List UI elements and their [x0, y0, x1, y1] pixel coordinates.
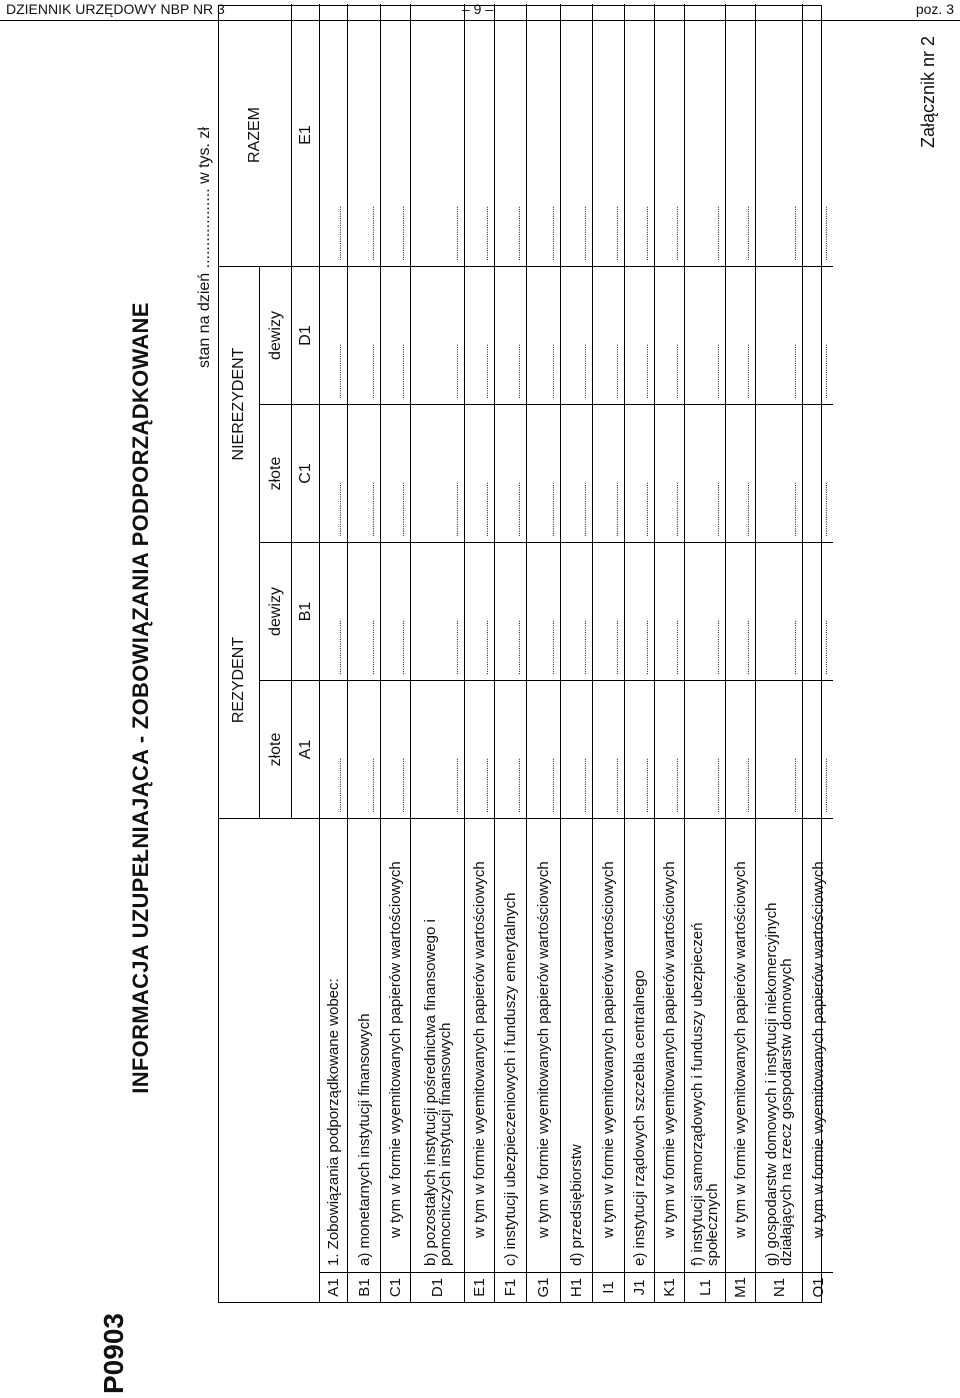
column-divider [756, 680, 802, 681]
column-divider [320, 542, 347, 543]
column-divider [381, 266, 410, 267]
value-field[interactable]: ........................ [640, 344, 651, 399]
row-code: G1 [527, 1272, 560, 1302]
column-divider [685, 818, 725, 819]
column-divider [655, 266, 684, 267]
column-divider [726, 818, 755, 819]
row-code: K1 [655, 1272, 684, 1302]
value-field[interactable]: ........................ [450, 620, 461, 675]
value-field[interactable]: ........................ [366, 482, 377, 537]
row-code: B1 [348, 1272, 380, 1302]
column-divider [411, 266, 464, 267]
value-field[interactable]: ........................ [640, 620, 651, 675]
column-divider [495, 680, 526, 681]
value-field[interactable]: ........................ [450, 482, 461, 537]
value-field[interactable]: ........................ [819, 344, 830, 399]
value-field[interactable]: ........................ [512, 344, 523, 399]
value-field[interactable]: ........................ [610, 620, 621, 675]
value-field[interactable]: ........................ [480, 482, 491, 537]
row-label: w tym w formie wyemitowanych papierów wartościowych [600, 861, 617, 1238]
column-divider [655, 680, 684, 681]
value-field[interactable]: ........................ [711, 758, 722, 813]
header-rezydent: REZYDENT [230, 636, 247, 724]
value-field[interactable]: ........................ [711, 482, 722, 537]
row-label: w tym w formie wyemitowanych papierów wartościowych [661, 861, 678, 1238]
row-label: w tym w formie wyemitowanych papierów wartościowych [732, 861, 749, 1238]
value-field[interactable]: ........................ [578, 344, 589, 399]
row-label: a) monetarnych instytucji finansowych [355, 1013, 373, 1266]
column-divider [348, 266, 380, 267]
column-divider [411, 818, 464, 819]
row-label: w tym w formie wyemitowanych papierów wartościowych [387, 861, 404, 1238]
column-divider [527, 680, 560, 681]
row-code: O1 [803, 1272, 833, 1302]
header-zlote-rezydent: złote [259, 681, 291, 819]
column-divider [726, 542, 755, 543]
form-code: P0903 [98, 1313, 129, 1394]
col-code-c1: C1 [291, 405, 319, 543]
value-field[interactable]: ........................ [711, 620, 722, 675]
value-field[interactable]: ........................ [366, 344, 377, 399]
value-field[interactable]: ........................ [741, 758, 752, 813]
column-divider [593, 680, 624, 681]
value-field[interactable]: ........................ [610, 344, 621, 399]
row-code: I1 [593, 1272, 624, 1302]
table-row [624, 4, 654, 1302]
value-field[interactable]: ........................ [366, 620, 377, 675]
column-divider [625, 266, 654, 267]
table-row [592, 4, 624, 1302]
page-number: – 9 – [462, 1, 494, 17]
column-divider [756, 404, 802, 405]
column-divider [726, 266, 755, 267]
column-divider [625, 542, 654, 543]
value-field[interactable]: ........................ [640, 758, 651, 813]
row-label: b) pozostałych instytucji pośrednictwa finansowego i pomocniczych instytucji finansowych [421, 919, 454, 1266]
column-divider [625, 680, 654, 681]
col-code-d1: D1 [291, 267, 319, 405]
value-field[interactable]: ........................ [788, 344, 799, 399]
column-divider [381, 404, 410, 405]
value-field[interactable]: ........................ [480, 758, 491, 813]
row-label: 1. Zobowiązania podporządkowane wobec: [325, 978, 342, 1266]
value-field[interactable]: ........................ [366, 758, 377, 813]
column-divider [561, 266, 592, 267]
column-divider [320, 818, 347, 819]
value-field[interactable]: ........................ [480, 620, 491, 675]
column-divider [495, 266, 526, 267]
column-divider [320, 404, 347, 405]
column-divider [685, 680, 725, 681]
header-dewizy-rezydent: dewizy [259, 543, 291, 681]
value-field[interactable]: ........................ [640, 482, 651, 537]
column-divider [527, 266, 560, 267]
row-code: E1 [465, 1272, 494, 1302]
value-field[interactable]: ........................ [819, 620, 830, 675]
column-divider [685, 542, 725, 543]
column-divider [561, 680, 592, 681]
value-field[interactable]: ........................ [450, 206, 461, 261]
value-field[interactable]: ........................ [819, 482, 830, 537]
value-field[interactable]: ........................ [610, 206, 621, 261]
column-divider [655, 404, 684, 405]
row-label: e) instytucji rządowych szczebla centralnego [631, 970, 648, 1266]
value-field[interactable]: ........................ [512, 206, 523, 261]
value-field[interactable]: ........................ [480, 344, 491, 399]
column-divider [803, 818, 833, 819]
column-divider [411, 404, 464, 405]
header-razem: RAZEM [219, 4, 291, 267]
column-divider [685, 404, 725, 405]
table-row [464, 4, 494, 1302]
journal-name: DZIENNIK URZĘDOWY NBP NR 3 [6, 1, 225, 17]
header-nierezydent: NIEREZYDENT [230, 347, 247, 461]
value-field[interactable]: ........................ [670, 620, 681, 675]
table-row [654, 4, 684, 1302]
value-field[interactable]: ........................ [788, 620, 799, 675]
row-code: L1 [685, 1272, 725, 1302]
col-code-e1: E1 [291, 4, 319, 267]
row-code: N1 [756, 1272, 802, 1302]
row-code: C1 [381, 1272, 410, 1302]
row-label: d) przedsiębiorstw [568, 1144, 585, 1266]
value-field[interactable]: ........................ [396, 482, 407, 537]
col-code-a1: A1 [291, 681, 319, 819]
row-label: c) instytucji ubezpieczeniowych i funduszy emerytalnych [502, 892, 519, 1266]
table-row [560, 4, 592, 1302]
value-field[interactable]: ........................ [640, 206, 651, 261]
column-divider [465, 818, 494, 819]
table-row [526, 4, 560, 1302]
column-divider [465, 542, 494, 543]
column-divider [495, 818, 526, 819]
value-field[interactable]: ........................ [788, 206, 799, 261]
value-field[interactable]: ........................ [512, 620, 523, 675]
value-field[interactable]: ........................ [396, 620, 407, 675]
table-row [802, 4, 833, 1302]
value-field[interactable]: ........................ [610, 482, 621, 537]
value-field[interactable]: ........................ [741, 206, 752, 261]
value-field[interactable]: ........................ [578, 758, 589, 813]
column-divider [625, 404, 654, 405]
header-rezydent-group [219, 267, 259, 819]
table-row [410, 4, 464, 1302]
column-divider [561, 542, 592, 543]
column-divider [320, 680, 347, 681]
table-row [684, 4, 725, 1302]
column-divider [685, 266, 725, 267]
table-row [380, 4, 410, 1302]
value-field[interactable]: ........................ [578, 482, 589, 537]
row-code: H1 [561, 1272, 592, 1302]
column-divider [756, 266, 802, 267]
column-divider [561, 818, 592, 819]
column-divider [381, 680, 410, 681]
column-divider [593, 404, 624, 405]
column-divider [381, 818, 410, 819]
column-divider [495, 542, 526, 543]
value-field[interactable]: ........................ [396, 344, 407, 399]
value-field[interactable]: ........................ [366, 206, 377, 261]
col-code-b1: B1 [291, 543, 319, 681]
value-field[interactable]: ........................ [450, 344, 461, 399]
value-field[interactable]: ........................ [546, 620, 557, 675]
column-divider [411, 680, 464, 681]
table-row [347, 4, 380, 1302]
column-divider [593, 818, 624, 819]
table-row [319, 4, 347, 1302]
value-field[interactable]: ........................ [333, 206, 344, 261]
value-field[interactable]: ........................ [819, 206, 830, 261]
value-field[interactable]: ........................ [333, 344, 344, 399]
column-divider [527, 818, 560, 819]
column-divider [381, 542, 410, 543]
column-divider [803, 404, 833, 405]
column-divider [593, 266, 624, 267]
value-field[interactable]: ........................ [741, 482, 752, 537]
value-field[interactable]: ........................ [333, 482, 344, 537]
column-divider [561, 404, 592, 405]
column-divider [803, 266, 833, 267]
column-divider [527, 542, 560, 543]
value-field[interactable]: ........................ [333, 620, 344, 675]
row-code: A1 [320, 1272, 347, 1302]
value-field[interactable]: ........................ [670, 206, 681, 261]
column-divider [348, 542, 380, 543]
value-field[interactable]: ........................ [670, 344, 681, 399]
value-field[interactable]: ........................ [711, 344, 722, 399]
column-divider [348, 680, 380, 681]
table-row [494, 4, 526, 1302]
value-field[interactable]: ........................ [578, 620, 589, 675]
value-field[interactable]: ........................ [610, 758, 621, 813]
value-field[interactable]: ........................ [450, 758, 461, 813]
column-divider [726, 404, 755, 405]
as-of-date-line: stan na dzień .................. w tys. zł [196, 127, 213, 368]
value-field[interactable]: ........................ [480, 206, 491, 261]
value-field[interactable]: ........................ [546, 206, 557, 261]
value-field[interactable]: ........................ [711, 206, 722, 261]
header-dewizy-nierezydent: dewizy [259, 267, 291, 405]
value-field[interactable]: ........................ [578, 206, 589, 261]
value-field[interactable]: ........................ [819, 758, 830, 813]
value-field[interactable]: ........................ [512, 482, 523, 537]
row-label: g) gospodarstw domowych i instytucji niekomercyjnych działających na rzecz gospodarstw domowych [763, 902, 795, 1266]
value-field[interactable]: ........................ [396, 758, 407, 813]
column-divider [726, 680, 755, 681]
value-field[interactable]: ........................ [512, 758, 523, 813]
value-field[interactable]: ........................ [741, 344, 752, 399]
row-label: w tym w formie wyemitowanych papierów wartościowych [471, 861, 488, 1238]
form-title: INFORMACJA UZUPEŁNIAJĄCA - ZOBOWIĄZANIA PODPORZĄDKOWANE [128, 302, 153, 1094]
row-label: w tym w formie wyemitowanych papierów wartościowych [535, 861, 552, 1238]
column-divider [465, 266, 494, 267]
column-divider [625, 818, 654, 819]
header-zlote-nierezydent: złote [259, 405, 291, 543]
column-divider [495, 404, 526, 405]
row-code: D1 [411, 1272, 464, 1302]
column-divider [465, 680, 494, 681]
value-field[interactable]: ........................ [333, 758, 344, 813]
row-label: f) instytucji samorządowych i funduszy ubezpieczeń społecznych [689, 922, 721, 1266]
column-divider [348, 404, 380, 405]
row-label: w tym w formie wyemitowanych papierów wartościowych [809, 861, 827, 1238]
column-divider [803, 542, 833, 543]
column-divider [803, 680, 833, 681]
column-divider [756, 818, 802, 819]
column-divider [756, 542, 802, 543]
value-field[interactable]: ........................ [788, 482, 799, 537]
value-field[interactable]: ........................ [788, 758, 799, 813]
row-code: J1 [625, 1272, 654, 1302]
column-divider [655, 542, 684, 543]
position-number: poz. 3 [915, 1, 954, 17]
value-field[interactable]: ........................ [670, 482, 681, 537]
column-divider [411, 542, 464, 543]
column-divider [593, 542, 624, 543]
value-field[interactable]: ........................ [396, 206, 407, 261]
value-field[interactable]: ........................ [546, 344, 557, 399]
report-table [218, 5, 830, 1303]
column-divider [465, 404, 494, 405]
table-row [755, 4, 802, 1302]
column-divider [527, 404, 560, 405]
table-row [725, 4, 755, 1302]
attachment-label: Załącznik nr 2 [918, 35, 938, 148]
value-field[interactable]: ........................ [546, 482, 557, 537]
column-divider [348, 818, 380, 819]
value-field[interactable]: ........................ [670, 758, 681, 813]
row-code: F1 [495, 1272, 526, 1302]
value-field[interactable]: ........................ [546, 758, 557, 813]
column-divider [320, 266, 347, 267]
row-code: M1 [726, 1272, 755, 1302]
column-divider [655, 818, 684, 819]
value-field[interactable]: ........................ [741, 620, 752, 675]
